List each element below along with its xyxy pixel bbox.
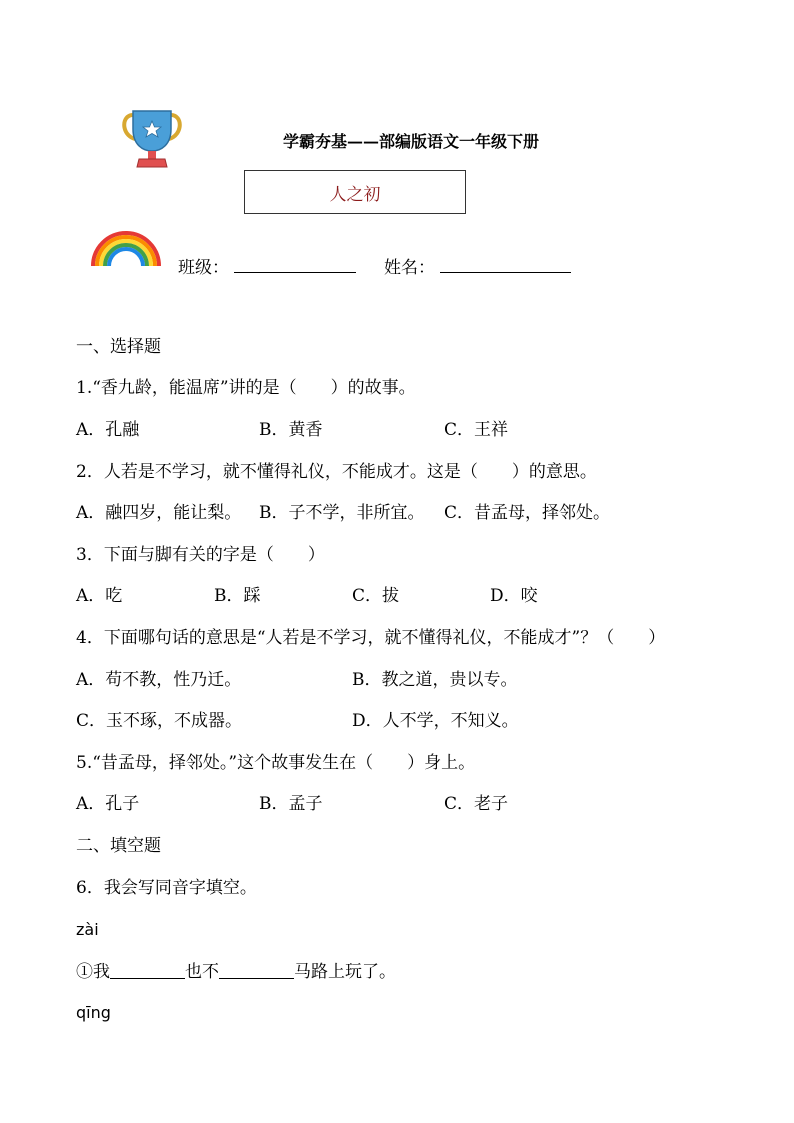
option-b[interactable]: B．子不学，非所宜。: [259, 503, 425, 523]
pinyin-zai: zài: [76, 920, 99, 939]
option-c[interactable]: C．玉不琢，不成器。: [76, 711, 243, 731]
option-b[interactable]: B．黄香: [259, 420, 323, 440]
name-label: 姓名：: [384, 258, 435, 278]
section-heading-fill: 二、填空题: [76, 836, 161, 856]
class-label: 班级：: [178, 258, 229, 278]
class-field[interactable]: [234, 272, 356, 273]
option-a[interactable]: A．吃: [76, 586, 123, 606]
fill-part-c: 马路上玩了。: [294, 962, 396, 982]
page-header-title: 学霸夯基——部编版语文一年级下册: [283, 132, 540, 151]
question-3-stem: 3．下面与脚有关的字是（ ）: [76, 545, 325, 565]
option-d[interactable]: D．咬: [490, 586, 538, 606]
section-heading-choice: 一、选择题: [76, 337, 161, 357]
name-field[interactable]: [440, 272, 571, 273]
option-c[interactable]: C．老子: [444, 794, 509, 814]
question-5-stem: 5.“昔孟母，择邻处。”这个故事发生在（ ）身上。: [76, 753, 476, 773]
option-d[interactable]: D．人不学，不知义。: [352, 711, 519, 731]
option-a[interactable]: A．融四岁，能让梨。: [76, 503, 242, 523]
rainbow-icon: [89, 228, 163, 268]
question-6-stem: 6．我会写同音字填空。: [76, 878, 257, 898]
option-c[interactable]: C．拔: [352, 586, 400, 606]
option-b[interactable]: B．教之道，贵以专。: [352, 670, 518, 690]
trophy-icon: [119, 109, 185, 169]
option-a[interactable]: A．孔子: [76, 794, 140, 814]
option-a[interactable]: A．苟不教，性乃迁。: [76, 670, 242, 690]
option-b[interactable]: B．孟子: [259, 794, 323, 814]
fill-part-b: 也不: [185, 962, 219, 982]
lesson-title-box: [244, 170, 466, 214]
fill-blank-2[interactable]: [219, 960, 294, 979]
question-1-stem: 1.“香九龄，能温席”讲的是（ ）的故事。: [76, 378, 416, 398]
option-b[interactable]: B．踩: [214, 586, 261, 606]
pinyin-qing: qīng: [76, 1003, 111, 1022]
option-c[interactable]: C．昔孟母，择邻处。: [444, 503, 611, 523]
option-a[interactable]: A．孔融: [76, 420, 140, 440]
question-4-stem: 4．下面哪句话的意思是“人若是不学习，就不懂得礼仪，不能成才”？（ ）: [76, 628, 666, 648]
option-c[interactable]: C．王祥: [444, 420, 509, 440]
question-2-stem: 2．人若是不学习，就不懂得礼仪，不能成才。这是（ ）的意思。: [76, 462, 597, 482]
lesson-title: 人之初: [329, 184, 381, 205]
fill-sentence-1: [76, 960, 396, 983]
fill-part-a: ①我: [76, 962, 110, 982]
fill-blank-1[interactable]: [110, 960, 185, 979]
